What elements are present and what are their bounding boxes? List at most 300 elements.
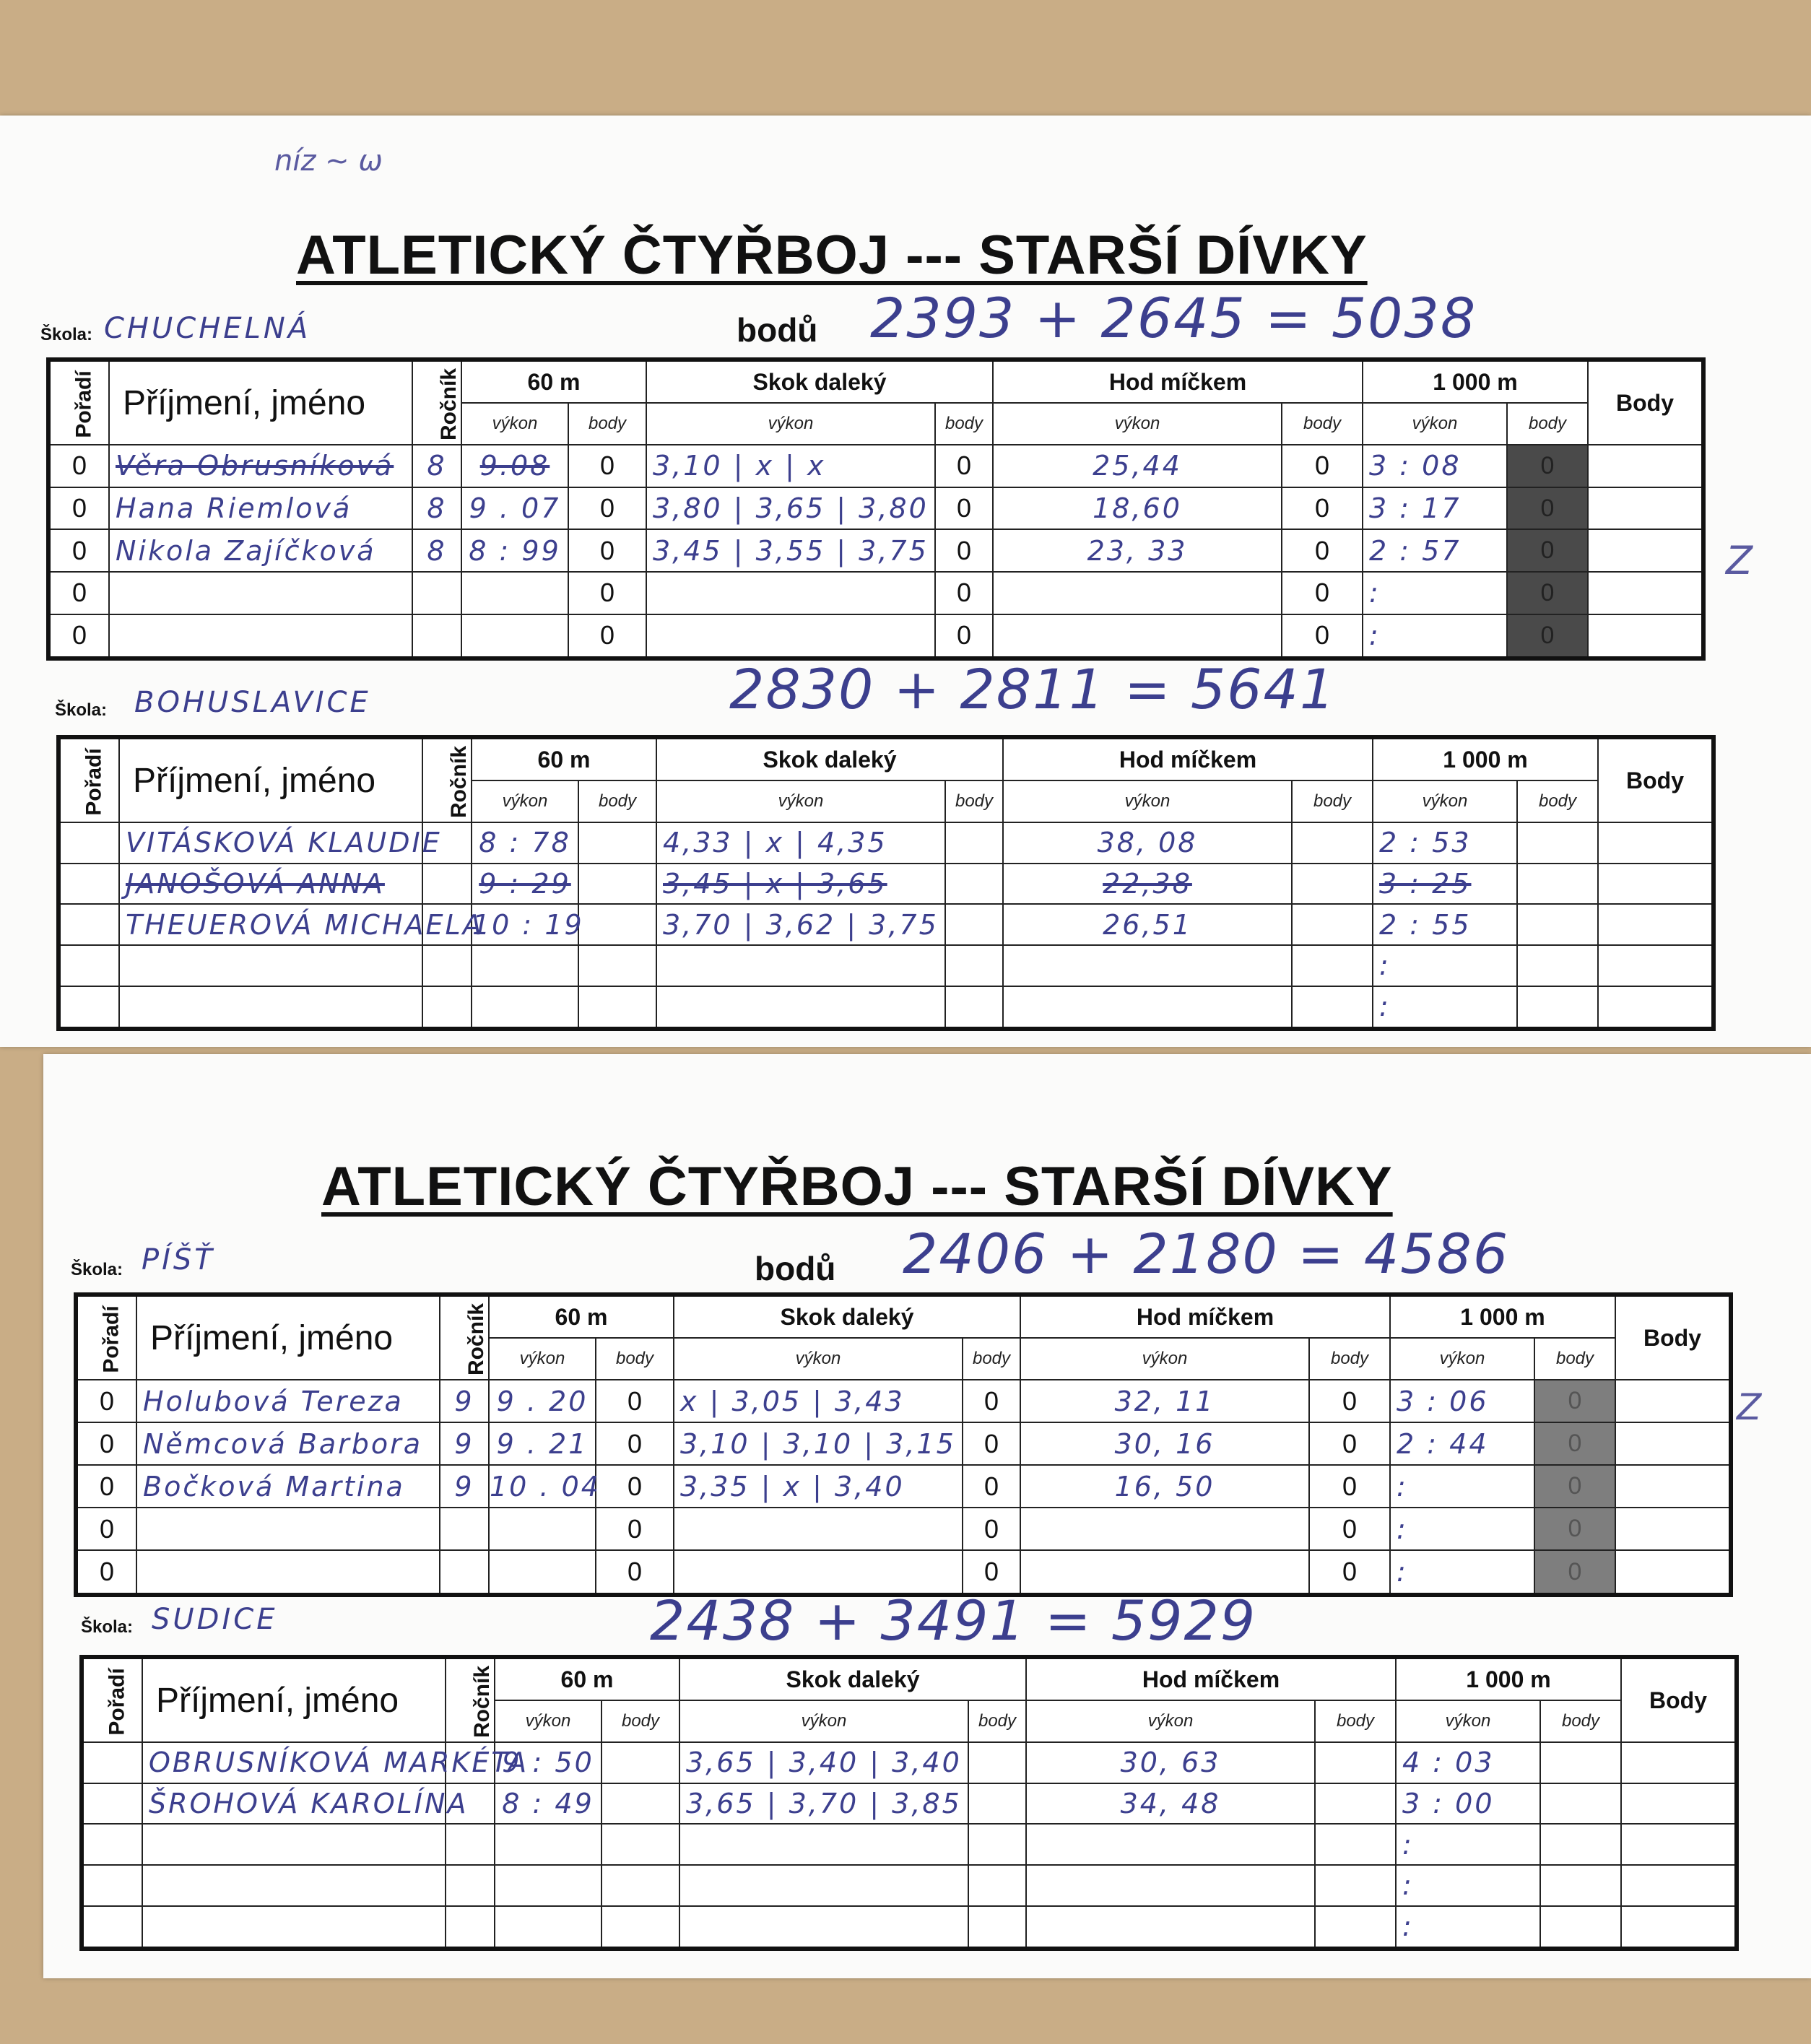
row-1000m-points: 0 <box>1534 1422 1615 1465</box>
row-poradi: 0 <box>76 1380 136 1422</box>
header-body-sub: body <box>1517 780 1598 822</box>
header-hod: Hod míčkem <box>1026 1657 1396 1700</box>
row-name: Bočková Martina <box>136 1465 440 1508</box>
points-total: 2830 + 2811 = 5641 <box>729 657 1337 721</box>
row-body-total <box>1621 1742 1737 1783</box>
row-1000m-points: 0 <box>1534 1550 1615 1595</box>
row-1000m-points <box>1517 864 1598 905</box>
row-1000m-points <box>1517 904 1598 945</box>
row-body-total <box>1588 445 1703 487</box>
row-skok-result: 3,70 | 3,62 | 3,75 <box>656 904 945 945</box>
row-rocnik <box>440 1550 489 1595</box>
row-skok-points <box>968 1824 1026 1865</box>
row-poradi: 0 <box>76 1422 136 1465</box>
row-hod-points: 0 <box>1309 1465 1390 1508</box>
row-skok-result <box>646 572 935 614</box>
row-body-total <box>1621 1865 1737 1906</box>
row-1000m-result: : <box>1363 614 1507 658</box>
results-table <box>56 735 1716 1031</box>
row-name <box>142 1865 446 1906</box>
margin-note: Z <box>1726 538 1753 583</box>
header-skok: Skok daleký <box>656 737 1003 780</box>
row-hod-result: 26,51 <box>1003 904 1292 945</box>
row-hod-points: 0 <box>1309 1422 1390 1465</box>
row-1000m-result: 2 : 44 <box>1390 1422 1534 1465</box>
row-60m-points: 0 <box>568 614 646 658</box>
row-60m-result: 9.08 <box>461 445 568 487</box>
header-rocnik <box>422 737 472 822</box>
row-1000m-result: 3 : 06 <box>1390 1380 1534 1422</box>
row-hod-result: 30, 63 <box>1026 1742 1315 1783</box>
header-hod: Hod míčkem <box>1020 1295 1390 1338</box>
row-1000m-result: 4 : 03 <box>1396 1742 1540 1783</box>
row-1000m-points: 0 <box>1534 1465 1615 1508</box>
row-skok-points: 0 <box>963 1508 1020 1550</box>
row-poradi <box>82 1742 142 1783</box>
row-1000m-points: 0 <box>1534 1508 1615 1550</box>
row-60m-points: 0 <box>596 1550 674 1595</box>
row-60m-result <box>472 986 578 1029</box>
header-poradi <box>58 737 119 822</box>
row-60m-points <box>578 822 656 864</box>
row-skok-result: 3,65 | 3,40 | 3,40 <box>679 1742 968 1783</box>
row-1000m-points: 0 <box>1534 1380 1615 1422</box>
row-poradi: 0 <box>48 445 109 487</box>
row-body-total <box>1615 1550 1731 1595</box>
row-60m-result: 9 . 20 <box>489 1380 596 1422</box>
school-name: CHUCHELNÁ <box>104 312 311 345</box>
table-row <box>58 945 1714 986</box>
header-vykon: výkon <box>993 403 1282 445</box>
row-hod-result: 16, 50 <box>1020 1465 1309 1508</box>
header-vykon: výkon <box>646 403 935 445</box>
header-skok: Skok daleký <box>646 360 993 403</box>
header-body-sub: body <box>945 780 1003 822</box>
points-label: bodů <box>737 311 818 349</box>
row-60m-points: 0 <box>596 1508 674 1550</box>
row-body-total <box>1588 529 1703 572</box>
row-skok-result <box>679 1865 968 1906</box>
row-hod-result <box>993 614 1282 658</box>
row-rocnik: 9 <box>440 1380 489 1422</box>
row-skok-points: 0 <box>963 1380 1020 1422</box>
row-hod-result: 30, 16 <box>1020 1422 1309 1465</box>
table-row <box>48 529 1703 572</box>
row-body-total <box>1621 1824 1737 1865</box>
row-skok-points: 0 <box>963 1465 1020 1508</box>
header-60m: 60 m <box>495 1657 679 1700</box>
row-skok-points: 0 <box>963 1550 1020 1595</box>
row-60m-points <box>602 1865 679 1906</box>
row-skok-points: 0 <box>935 529 993 572</box>
row-poradi <box>82 1783 142 1825</box>
row-skok-points: 0 <box>935 572 993 614</box>
row-60m-result: 8 : 78 <box>472 822 578 864</box>
row-60m-result: 9 : 50 <box>495 1742 602 1783</box>
header-body-sub: body <box>578 780 656 822</box>
row-60m-result <box>489 1508 596 1550</box>
sheet-title: ATLETICKÝ ČTYŘBOJ --- STARŠÍ DÍVKY <box>296 225 1368 286</box>
school-label: Škola: <box>55 700 108 720</box>
row-1000m-points <box>1540 1742 1621 1783</box>
header-vykon: výkon <box>1363 403 1507 445</box>
header-rocnik <box>440 1295 489 1380</box>
row-hod-points: 0 <box>1282 572 1363 614</box>
row-hod-points <box>1315 1824 1396 1865</box>
header-body-sub: body <box>1309 1338 1390 1380</box>
row-1000m-result: : <box>1396 1906 1540 1949</box>
row-1000m-points: 0 <box>1507 572 1588 614</box>
school-name: SUDICE <box>152 1603 278 1636</box>
row-poradi: 0 <box>76 1508 136 1550</box>
row-name: VITÁSKOVÁ KLAUDIE <box>119 822 422 864</box>
table-row <box>58 864 1714 905</box>
row-poradi: 0 <box>48 572 109 614</box>
row-60m-points: 0 <box>568 487 646 530</box>
row-body-total <box>1598 945 1714 986</box>
header-name: Příjmení, jméno <box>109 360 412 445</box>
row-hod-points: 0 <box>1282 487 1363 530</box>
header-rocnik-label: Ročník <box>437 368 461 440</box>
row-60m-points <box>602 1783 679 1825</box>
row-body-total <box>1621 1783 1737 1825</box>
row-name: Věra Obrusníková <box>109 445 412 487</box>
row-skok-result: 3,45 | 3,55 | 3,75 <box>646 529 935 572</box>
header-rocnik <box>446 1657 495 1742</box>
row-poradi: 0 <box>48 529 109 572</box>
row-1000m-points: 0 <box>1507 529 1588 572</box>
row-skok-result: 3,10 | x | x <box>646 445 935 487</box>
row-poradi: 0 <box>48 487 109 530</box>
row-60m-result: 10 : 19 <box>472 904 578 945</box>
header-rocnik-label: Ročník <box>470 1665 495 1738</box>
row-hod-points <box>1292 986 1373 1029</box>
row-poradi <box>58 822 119 864</box>
row-60m-result <box>495 1906 602 1949</box>
row-skok-result <box>679 1824 968 1865</box>
row-hod-result <box>1003 945 1292 986</box>
row-rocnik <box>412 614 461 658</box>
scoresheet-bottom <box>43 1054 1811 1978</box>
points-total: 2393 + 2645 = 5038 <box>870 286 1477 350</box>
header-body-sub: body <box>568 403 646 445</box>
row-rocnik: 8 <box>412 487 461 530</box>
table-row <box>58 986 1714 1029</box>
row-name: ŠROHOVÁ KAROLÍNA <box>142 1783 446 1825</box>
row-1000m-points <box>1517 945 1598 986</box>
header-name: Příjmení, jméno <box>136 1295 440 1380</box>
header-body: Body <box>1588 360 1703 445</box>
header-poradi <box>48 360 109 445</box>
row-hod-points: 0 <box>1282 445 1363 487</box>
table-row <box>82 1865 1737 1906</box>
table-row <box>76 1422 1731 1465</box>
row-skok-result: 3,80 | 3,65 | 3,80 <box>646 487 935 530</box>
row-hod-points: 0 <box>1309 1380 1390 1422</box>
scoresheet-top <box>0 116 1811 1047</box>
header-skok: Skok daleký <box>679 1657 1026 1700</box>
row-1000m-result: : <box>1363 572 1507 614</box>
header-poradi-label: Pořadí <box>71 370 96 438</box>
row-hod-points <box>1292 864 1373 905</box>
margin-note: Z <box>1737 1386 1762 1428</box>
row-1000m-points <box>1540 1906 1621 1949</box>
row-1000m-result: : <box>1390 1508 1534 1550</box>
row-name <box>142 1906 446 1949</box>
row-rocnik <box>446 1906 495 1949</box>
row-skok-result <box>656 986 945 1029</box>
row-hod-result: 22,38 <box>1003 864 1292 905</box>
row-poradi <box>58 945 119 986</box>
table-row <box>82 1742 1737 1783</box>
header-body-sub: body <box>963 1338 1020 1380</box>
results-table <box>74 1292 1733 1597</box>
header-vykon: výkon <box>461 403 568 445</box>
header-name: Příjmení, jméno <box>142 1657 446 1742</box>
row-1000m-points: 0 <box>1507 445 1588 487</box>
row-60m-result: 10 . 04 <box>489 1465 596 1508</box>
header-60m: 60 m <box>461 360 646 403</box>
table-row <box>48 614 1703 658</box>
row-60m-points <box>578 864 656 905</box>
row-skok-result: 3,35 | x | 3,40 <box>674 1465 963 1508</box>
row-skok-points <box>945 864 1003 905</box>
row-name: Nikola Zajíčková <box>109 529 412 572</box>
row-60m-points: 0 <box>568 445 646 487</box>
row-skok-result <box>674 1508 963 1550</box>
row-60m-points: 0 <box>596 1380 674 1422</box>
row-rocnik: 8 <box>412 529 461 572</box>
row-skok-result <box>646 614 935 658</box>
table-row <box>82 1824 1737 1865</box>
row-hod-points: 0 <box>1309 1550 1390 1595</box>
header-body-sub: body <box>1540 1700 1621 1742</box>
header-vykon: výkon <box>1373 780 1517 822</box>
table-row <box>58 904 1714 945</box>
row-60m-points: 0 <box>568 529 646 572</box>
row-name <box>119 945 422 986</box>
row-name: JANOŠOVÁ ANNA <box>119 864 422 905</box>
row-60m-result <box>472 945 578 986</box>
row-1000m-result: : <box>1373 945 1517 986</box>
header-skok: Skok daleký <box>674 1295 1020 1338</box>
row-1000m-result: : <box>1396 1865 1540 1906</box>
row-1000m-points <box>1540 1783 1621 1825</box>
row-60m-result <box>461 572 568 614</box>
row-hod-result: 23, 33 <box>993 529 1282 572</box>
header-body-sub: body <box>1292 780 1373 822</box>
row-poradi <box>58 864 119 905</box>
row-body-total <box>1598 822 1714 864</box>
row-name <box>109 614 412 658</box>
row-skok-result: 3,10 | 3,10 | 3,15 <box>674 1422 963 1465</box>
table-row <box>82 1906 1737 1949</box>
header-vykon: výkon <box>1396 1700 1540 1742</box>
row-skok-points <box>945 945 1003 986</box>
row-1000m-result: : <box>1390 1465 1534 1508</box>
school-label: Škola: <box>40 325 93 344</box>
row-poradi: 0 <box>76 1550 136 1595</box>
row-rocnik <box>422 945 472 986</box>
row-poradi: 0 <box>76 1465 136 1508</box>
row-poradi <box>82 1906 142 1949</box>
header-1000m: 1 000 m <box>1363 360 1588 403</box>
header-name: Příjmení, jméno <box>119 737 422 822</box>
row-skok-points: 0 <box>935 487 993 530</box>
row-60m-points <box>602 1824 679 1865</box>
row-60m-result: 9 : 29 <box>472 864 578 905</box>
row-hod-points <box>1292 822 1373 864</box>
row-name <box>136 1508 440 1550</box>
header-vykon: výkon <box>495 1700 602 1742</box>
row-hod-result <box>1003 986 1292 1029</box>
row-rocnik <box>422 864 472 905</box>
row-poradi: 0 <box>48 614 109 658</box>
row-skok-points: 0 <box>963 1422 1020 1465</box>
header-vykon: výkon <box>489 1338 596 1380</box>
row-poradi <box>58 904 119 945</box>
row-60m-result <box>489 1550 596 1595</box>
row-60m-points: 0 <box>568 572 646 614</box>
school-name: BOHUSLAVICE <box>134 686 371 719</box>
table-row <box>48 572 1703 614</box>
points-label: bodů <box>755 1250 836 1287</box>
row-1000m-points <box>1540 1824 1621 1865</box>
row-1000m-points <box>1517 822 1598 864</box>
row-name <box>142 1824 446 1865</box>
row-body-total <box>1621 1906 1737 1949</box>
row-name <box>109 572 412 614</box>
header-vykon: výkon <box>1020 1338 1309 1380</box>
row-skok-points <box>945 904 1003 945</box>
row-hod-result: 25,44 <box>993 445 1282 487</box>
table-row <box>58 822 1714 864</box>
row-hod-points: 0 <box>1309 1508 1390 1550</box>
row-60m-result: 9 . 21 <box>489 1422 596 1465</box>
row-name: Hana Riemlová <box>109 487 412 530</box>
row-60m-points <box>602 1906 679 1949</box>
table-row <box>48 487 1703 530</box>
row-60m-result: 8 : 99 <box>461 529 568 572</box>
row-name <box>119 986 422 1029</box>
row-1000m-result: 2 : 53 <box>1373 822 1517 864</box>
header-body: Body <box>1621 1657 1737 1742</box>
row-name: OBRUSNÍKOVÁ MARKÉTA <box>142 1742 446 1783</box>
row-60m-points: 0 <box>596 1422 674 1465</box>
row-rocnik <box>412 572 461 614</box>
row-skok-points <box>968 1783 1026 1825</box>
row-body-total <box>1588 487 1703 530</box>
row-hod-points <box>1315 1865 1396 1906</box>
row-hod-result: 38, 08 <box>1003 822 1292 864</box>
results-table <box>46 357 1706 661</box>
row-rocnik <box>446 1865 495 1906</box>
points-total: 2438 + 3491 = 5929 <box>650 1588 1257 1653</box>
table-row <box>76 1380 1731 1422</box>
header-vykon: výkon <box>1390 1338 1534 1380</box>
row-skok-points: 0 <box>935 614 993 658</box>
row-60m-result: 8 : 49 <box>495 1783 602 1825</box>
row-rocnik: 8 <box>412 445 461 487</box>
row-hod-result: 34, 48 <box>1026 1783 1315 1825</box>
row-skok-result: x | 3,05 | 3,43 <box>674 1380 963 1422</box>
row-hod-points <box>1292 904 1373 945</box>
row-skok-result <box>656 945 945 986</box>
row-hod-points <box>1292 945 1373 986</box>
row-1000m-result: 3 : 00 <box>1396 1783 1540 1825</box>
header-body-sub: body <box>1315 1700 1396 1742</box>
row-poradi <box>82 1865 142 1906</box>
row-hod-result <box>993 572 1282 614</box>
row-skok-result: 3,45 | x | 3,65 <box>656 864 945 905</box>
row-60m-points <box>578 986 656 1029</box>
row-hod-result <box>1026 1824 1315 1865</box>
row-skok-points: 0 <box>935 445 993 487</box>
row-hod-points <box>1315 1783 1396 1825</box>
row-60m-points <box>602 1742 679 1783</box>
table-row <box>76 1508 1731 1550</box>
header-rocnik-label: Ročník <box>447 745 472 818</box>
row-hod-points <box>1315 1906 1396 1949</box>
table-row <box>82 1783 1737 1825</box>
row-60m-result <box>461 614 568 658</box>
row-name: THEUEROVÁ MICHAELA <box>119 904 422 945</box>
corner-note: níz ~ ω <box>274 144 383 178</box>
row-skok-points <box>968 1742 1026 1783</box>
row-hod-points <box>1315 1742 1396 1783</box>
row-1000m-points: 0 <box>1507 614 1588 658</box>
school-name: PÍŠŤ <box>142 1243 215 1277</box>
row-body-total <box>1615 1508 1731 1550</box>
row-body-total <box>1615 1465 1731 1508</box>
row-rocnik <box>440 1508 489 1550</box>
header-1000m: 1 000 m <box>1390 1295 1615 1338</box>
header-vykon: výkon <box>1003 780 1292 822</box>
row-1000m-result: 3 : 17 <box>1363 487 1507 530</box>
row-hod-result <box>1026 1865 1315 1906</box>
header-body-sub: body <box>602 1700 679 1742</box>
row-1000m-result: 3 : 08 <box>1363 445 1507 487</box>
row-skok-points <box>945 986 1003 1029</box>
header-poradi <box>82 1657 142 1742</box>
row-name: Holubová Tereza <box>136 1380 440 1422</box>
header-body-sub: body <box>1507 403 1588 445</box>
header-vykon: výkon <box>674 1338 963 1380</box>
row-skok-result: 3,65 | 3,70 | 3,85 <box>679 1783 968 1825</box>
row-1000m-points <box>1540 1865 1621 1906</box>
row-rocnik: 9 <box>440 1465 489 1508</box>
row-60m-points <box>578 904 656 945</box>
row-skok-result: 4,33 | x | 4,35 <box>656 822 945 864</box>
school-label: Škola: <box>71 1260 123 1279</box>
header-poradi-label: Pořadí <box>82 747 106 816</box>
school-label: Škola: <box>81 1617 134 1637</box>
header-60m: 60 m <box>489 1295 674 1338</box>
row-1000m-result: 2 : 57 <box>1363 529 1507 572</box>
row-hod-result <box>1020 1508 1309 1550</box>
row-1000m-points: 0 <box>1507 487 1588 530</box>
results-table <box>79 1655 1739 1951</box>
row-body-total <box>1598 864 1714 905</box>
row-rocnik: 9 <box>440 1422 489 1465</box>
row-60m-result <box>495 1865 602 1906</box>
header-vykon: výkon <box>472 780 578 822</box>
header-body-sub: body <box>968 1700 1026 1742</box>
table-row <box>48 445 1703 487</box>
header-rocnik-label: Ročník <box>464 1302 489 1375</box>
header-1000m: 1 000 m <box>1396 1657 1621 1700</box>
header-rocnik <box>412 360 461 445</box>
